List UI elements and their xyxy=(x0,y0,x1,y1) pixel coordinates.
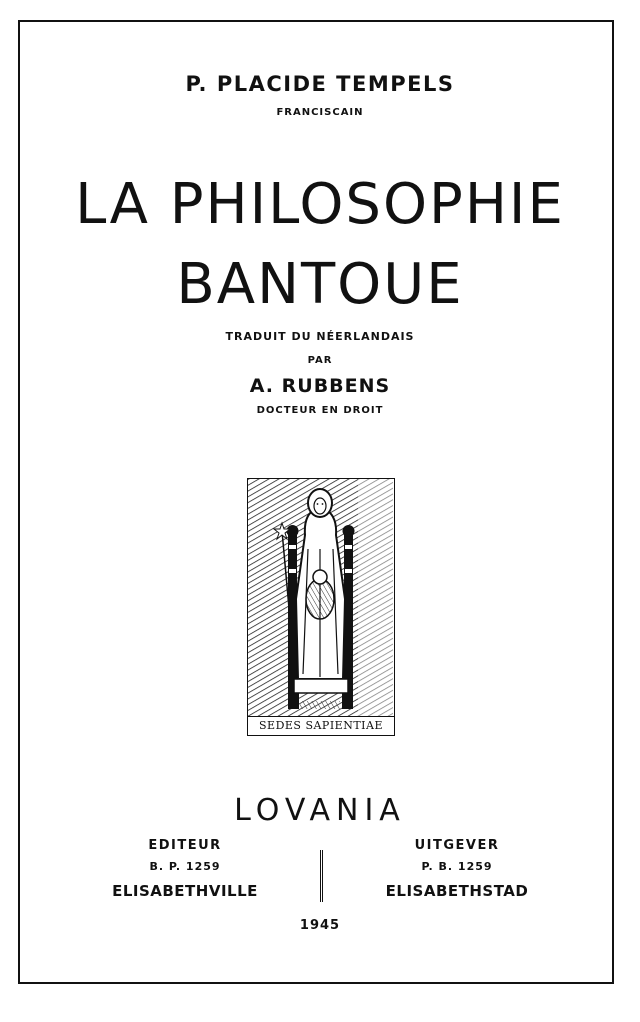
illustration-caption: SEDES SAPIENTIAE xyxy=(248,716,394,735)
book-title-line-1: LA PHILOSOPHIE xyxy=(75,172,565,237)
author-order: FRANCISCAIN xyxy=(276,107,364,118)
publisher-right-label: UITGEVER xyxy=(414,838,500,853)
madonna-throne-woodcut xyxy=(248,479,393,717)
publisher-right xyxy=(352,838,562,900)
column-divider xyxy=(320,850,323,902)
translation-by: PAR xyxy=(307,355,333,366)
publisher-left-label: EDITEUR xyxy=(148,838,222,853)
publisher-left-box: B. P. 1259 xyxy=(149,860,221,873)
author-name: P. PLACIDE TEMPELS xyxy=(185,72,455,96)
translator-credential: DOCTEUR EN DROIT xyxy=(256,405,384,416)
translator-name: A. RUBBENS xyxy=(249,375,391,397)
publisher-left xyxy=(80,838,290,900)
book-title-line-2: BANTOUE xyxy=(176,252,464,317)
imprint-name: LOVANIA xyxy=(234,793,406,828)
translation-note: TRADUIT DU NÉERLANDAIS xyxy=(225,330,415,343)
publisher-left-city: ELISABETHVILLE xyxy=(112,882,258,900)
publication-year: 1945 xyxy=(299,918,341,933)
publisher-right-box: P. B. 1259 xyxy=(421,860,493,873)
sedes-sapientiae-illustration xyxy=(247,478,395,736)
publisher-right-city: ELISABETHSTAD xyxy=(385,882,529,900)
